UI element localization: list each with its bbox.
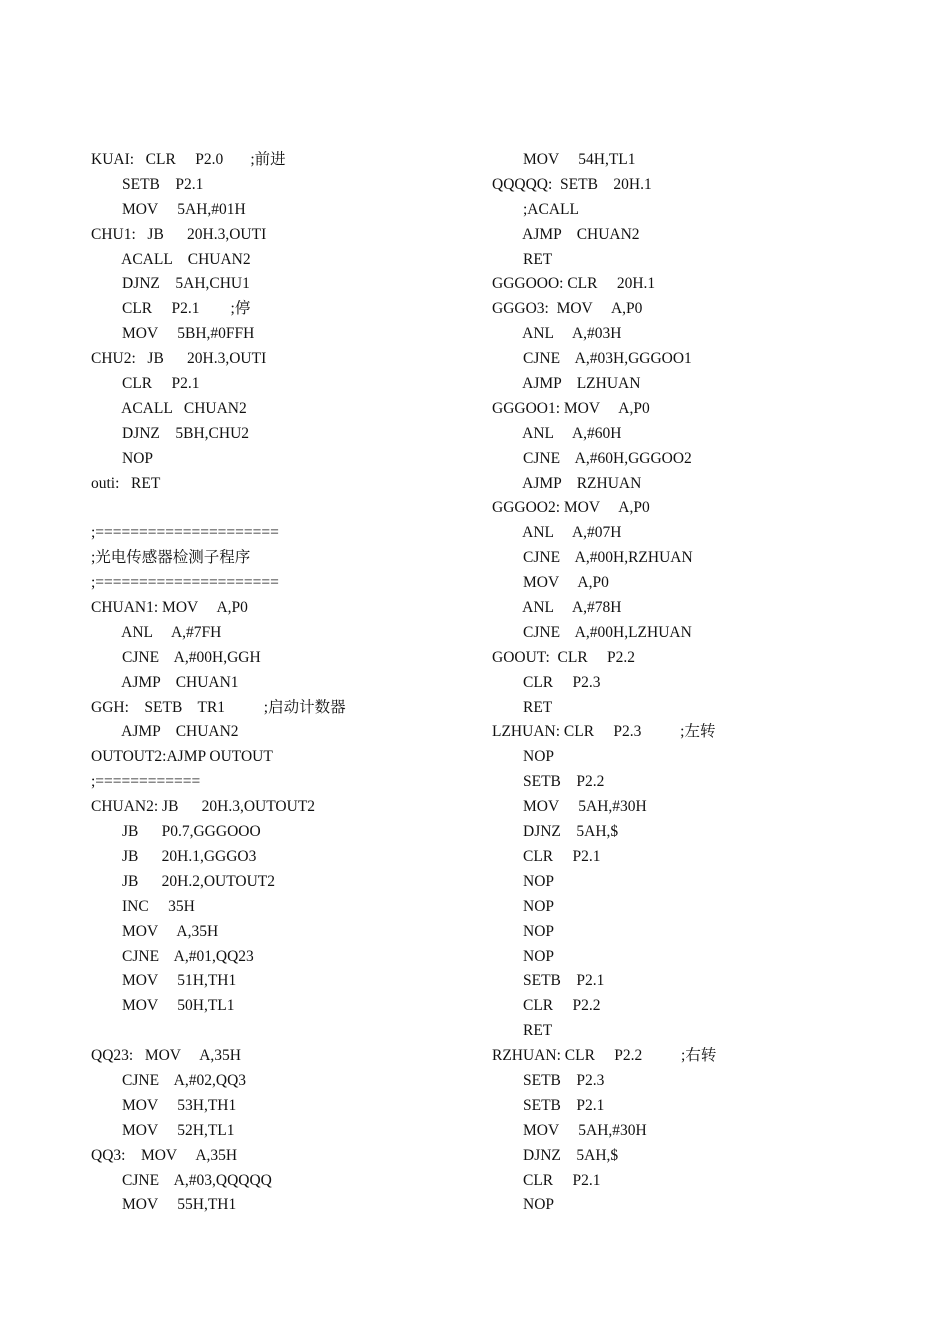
code-line: AJMP RZHUAN [492, 474, 642, 492]
code-line: DJNZ 5AH,$ [492, 823, 619, 841]
code-line: MOV 5AH,#01H [91, 200, 246, 218]
code-line: CHU2: JB 20H.3,OUTI [91, 350, 267, 368]
code-line: LZHUAN: CLR P2.3 ;左转 [492, 723, 716, 741]
code-line: NOP [492, 748, 555, 766]
code-line: CJNE A,#03H,GGGOO1 [492, 350, 692, 368]
code-line: MOV 5AH,#30H [492, 1121, 647, 1139]
code-line: SETB P2.3 [492, 1071, 605, 1089]
code-line: MOV 53H,TH1 [91, 1096, 237, 1114]
code-line: INC 35H [91, 897, 195, 915]
code-line: CHUAN1: MOV A,P0 [91, 599, 248, 617]
code-line: ;ACALL [492, 200, 579, 218]
code-line: CJNE A,#03,QQQQQ [91, 1171, 272, 1189]
code-line: ANL A,#78H [492, 599, 622, 617]
code-line: MOV 51H,TH1 [91, 972, 237, 990]
code-line: KUAI: CLR P2.0 ;前进 [91, 151, 286, 168]
code-line: RZHUAN: CLR P2.2 ;右转 [492, 1047, 717, 1065]
blank-line [91, 1019, 471, 1044]
code-line: GGGO3: MOV A,P0 [492, 300, 643, 318]
blank-line [91, 496, 471, 521]
code-line: ANL A,#07H [492, 524, 622, 542]
code-line: SETB P2.1 [492, 1096, 605, 1114]
left-code-column [91, 148, 471, 1218]
code-line: GGGOO1: MOV A,P0 [492, 399, 650, 417]
code-line: CJNE A,#00H,RZHUAN [492, 549, 693, 567]
code-line: RET [492, 698, 553, 716]
code-line: GGGOO2: MOV A,P0 [492, 499, 650, 517]
section-comment: ;光电传感器检测子程序 [91, 549, 251, 567]
code-line: ACALL CHUAN2 [91, 399, 247, 417]
code-line: NOP [91, 449, 154, 467]
code-line: SETB P2.2 [492, 773, 605, 791]
code-line: CLR P2.1 [91, 375, 200, 393]
code-line: CLR P2.1 [492, 1171, 601, 1189]
code-line: CJNE A,#02,QQ3 [91, 1071, 247, 1089]
code-line: JB P0.7,GGGOOO [91, 823, 261, 841]
code-line: DJNZ 5BH,CHU2 [91, 424, 250, 442]
code-line: MOV A,P0 [492, 574, 609, 592]
code-line: NOP [492, 872, 555, 890]
code-line: CLR P2.1 [492, 847, 601, 865]
code-line: QQ3: MOV A,35H [91, 1146, 238, 1164]
code-line: ACALL CHUAN2 [91, 250, 251, 268]
code-line: JB 20H.1,GGGO3 [91, 847, 257, 865]
right-code-column [492, 148, 892, 1218]
code-line: MOV 50H,TL1 [91, 997, 235, 1015]
code-line: MOV 5AH,#30H [492, 798, 647, 816]
code-line: QQQQQ: SETB 20H.1 [492, 175, 652, 193]
code-line: CHUAN2: JB 20H.3,OUTOUT2 [91, 798, 316, 816]
code-line: MOV 52H,TL1 [91, 1121, 235, 1139]
code-line: RET [492, 1022, 553, 1040]
code-line: MOV 54H,TL1 [492, 151, 636, 168]
code-line: CJNE A,#00H,GGH [91, 648, 261, 666]
code-line: AJMP CHUAN1 [91, 673, 239, 691]
code-line: MOV 5BH,#0FFH [91, 325, 255, 343]
code-line: ANL A,#7FH [91, 623, 222, 641]
code-line: ANL A,#60H [492, 424, 622, 442]
code-line: MOV 55H,TH1 [91, 1196, 237, 1214]
code-line: NOP [492, 1196, 555, 1214]
code-line: AJMP LZHUAN [492, 375, 641, 393]
comment-divider: ;===================== [91, 574, 279, 592]
code-line: outi: RET [91, 474, 161, 492]
code-line: CJNE A,#01,QQ23 [91, 947, 254, 965]
code-line: OUTOUT2:AJMP OUTOUT [91, 748, 273, 766]
code-line: RET [492, 250, 553, 268]
code-line: CLR P2.2 [492, 997, 601, 1015]
code-line: SETB P2.1 [492, 972, 605, 990]
code-line: GGGOOO: CLR 20H.1 [492, 275, 656, 293]
code-line: GOOUT: CLR P2.2 [492, 648, 636, 666]
code-line: SETB P2.1 [91, 175, 204, 193]
code-line: GGH: SETB TR1 ;启动计数器 [91, 698, 346, 716]
code-line: NOP [492, 922, 555, 940]
code-line: CLR P2.3 [492, 673, 601, 691]
code-line: CHU1: JB 20H.3,OUTI [91, 225, 267, 243]
code-line: MOV A,35H [91, 922, 219, 940]
code-line: AJMP CHUAN2 [91, 723, 239, 741]
code-line: DJNZ 5AH,CHU1 [91, 275, 250, 293]
code-line: CJNE A,#00H,LZHUAN [492, 623, 692, 641]
code-line: AJMP CHUAN2 [492, 225, 640, 243]
code-line: DJNZ 5AH,$ [492, 1146, 619, 1164]
code-line: QQ23: MOV A,35H [91, 1047, 241, 1065]
comment-divider: ;============ [91, 773, 201, 791]
code-line: NOP [492, 897, 555, 915]
comment-divider: ;===================== [91, 524, 279, 542]
code-line: ANL A,#03H [492, 325, 622, 343]
code-line: CLR P2.1 ;停 [91, 300, 251, 318]
code-line: JB 20H.2,OUTOUT2 [91, 872, 275, 890]
code-line: NOP [492, 947, 555, 965]
code-line: CJNE A,#60H,GGGOO2 [492, 449, 692, 467]
